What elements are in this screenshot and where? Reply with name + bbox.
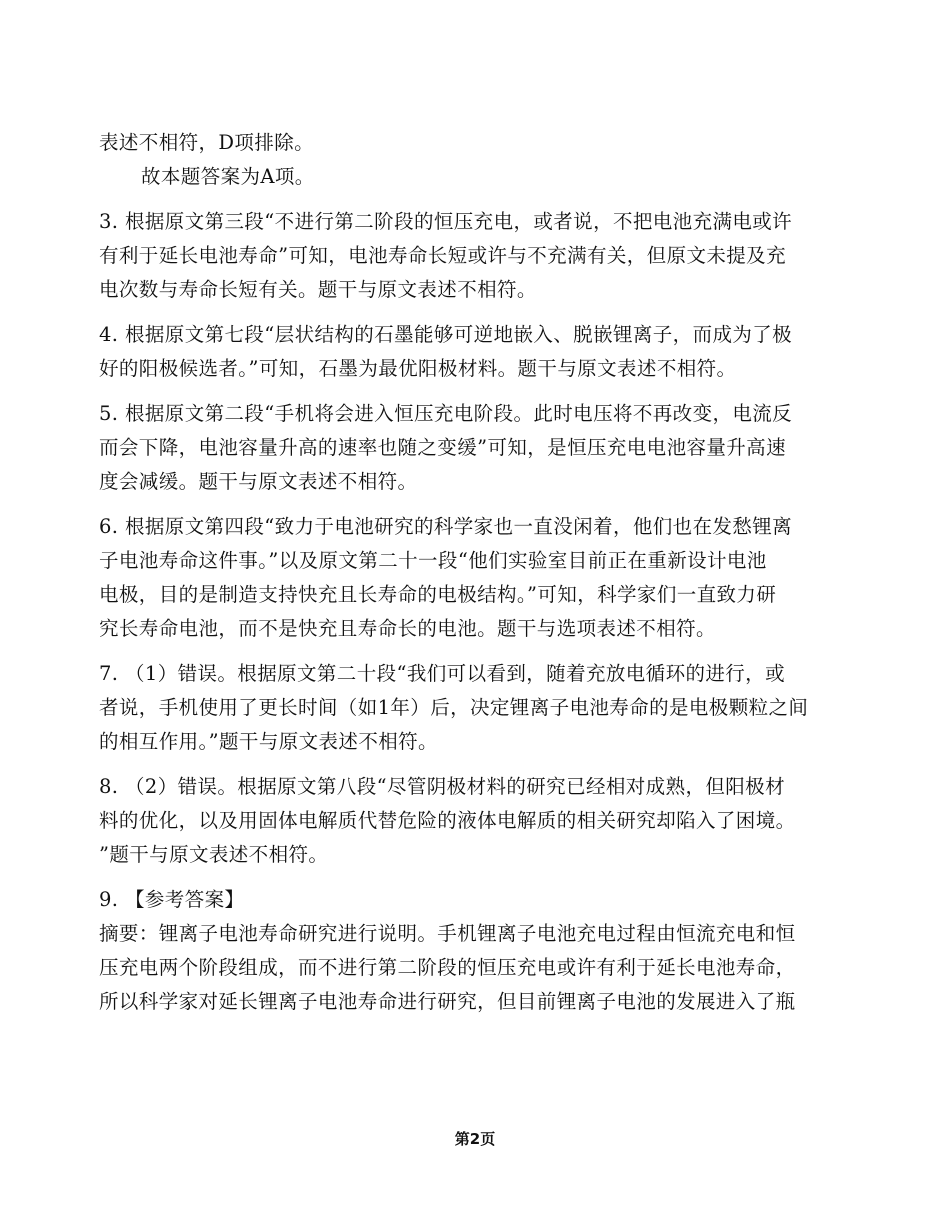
text-line: 好的阳极候选者。”可知，石墨为最优阳极材料。题干与原文表述不相符。 bbox=[99, 357, 737, 380]
text-line: 5. 根据原文第二段“手机将会进入恒压充电阶段。此时电压将不再改变，电流反 bbox=[99, 402, 793, 425]
text-line: 电次数与寿命长短有关。题干与原文表述不相符。 bbox=[99, 278, 537, 301]
page-number: 第2页 bbox=[454, 1130, 496, 1148]
text-line: 7. （1）错误。根据原文第二十段“我们可以看到，随着充放电循环的进行，或 bbox=[99, 662, 785, 685]
section-heading: 9. 【参考答案】 bbox=[99, 888, 245, 911]
text-line: 子电池寿命这件事。”以及原文第二十一段“他们实验室目前正在重新设计电池 bbox=[99, 549, 767, 572]
text-line: 而会下降，电池容量升高的速率也随之变缓”可知，是恒压充电电池容量升高速 bbox=[99, 436, 786, 459]
text-line: 8. （2）错误。根据原文第八段“尽管阴极材料的研究已经相对成熟，但阳极材 bbox=[99, 775, 785, 798]
text-line: 电极，目的是制造支持快充且长寿命的电极结构。”可知，科学家们一直致力研 bbox=[99, 583, 777, 606]
text-line: 者说，手机使用了更长时间（如1年）后，决定锂离子电池寿命的是电极颗粒之间 bbox=[99, 696, 809, 719]
text-line: 的相互作用。”题干与原文表述不相符。 bbox=[99, 730, 438, 753]
text-line: 6. 根据原文第四段“致力于电池研究的科学家也一直没闲着，他们也在发愁锂离 bbox=[99, 515, 793, 538]
text-line: 所以科学家对延长锂离子电池寿命进行研究，但目前锂离子电池的发展进入了瓶 bbox=[99, 990, 796, 1013]
text-line: 压充电两个阶段组成，而不进行第二阶段的恒压充电或许有利于延长电池寿命， bbox=[99, 956, 796, 979]
text-line: 有利于延长电池寿命”可知，电池寿命长短或许与不充满有关，但原文未提及充 bbox=[99, 244, 786, 267]
text-line: 度会减缓。题干与原文表述不相符。 bbox=[99, 470, 418, 493]
text-line: 4. 根据原文第七段“层状结构的石墨能够可逆地嵌入、脱嵌锂离子，而成为了极 bbox=[99, 323, 793, 346]
text-line: 3. 根据原文第三段“不进行第二阶段的恒压充电，或者说，不把电池充满电或许 bbox=[99, 210, 793, 233]
text-line: 究长寿命电池，而不是快充且寿命长的电池。题干与选项表述不相符。 bbox=[99, 617, 716, 640]
text-line: 表述不相符，D项排除。 bbox=[99, 131, 315, 154]
document-page bbox=[99, 126, 869, 1019]
text-line: ”题干与原文表述不相符。 bbox=[99, 843, 329, 866]
answer-line: 故本题答案为A项。 bbox=[141, 165, 315, 188]
text-line: 料的优化，以及用固体电解质代替危险的液体电解质的相关研究却陷入了困境。 bbox=[99, 809, 796, 832]
text-line: 摘要：锂离子电池寿命研究进行说明。手机锂离子电池充电过程由恒流充电和恒 bbox=[99, 922, 796, 945]
